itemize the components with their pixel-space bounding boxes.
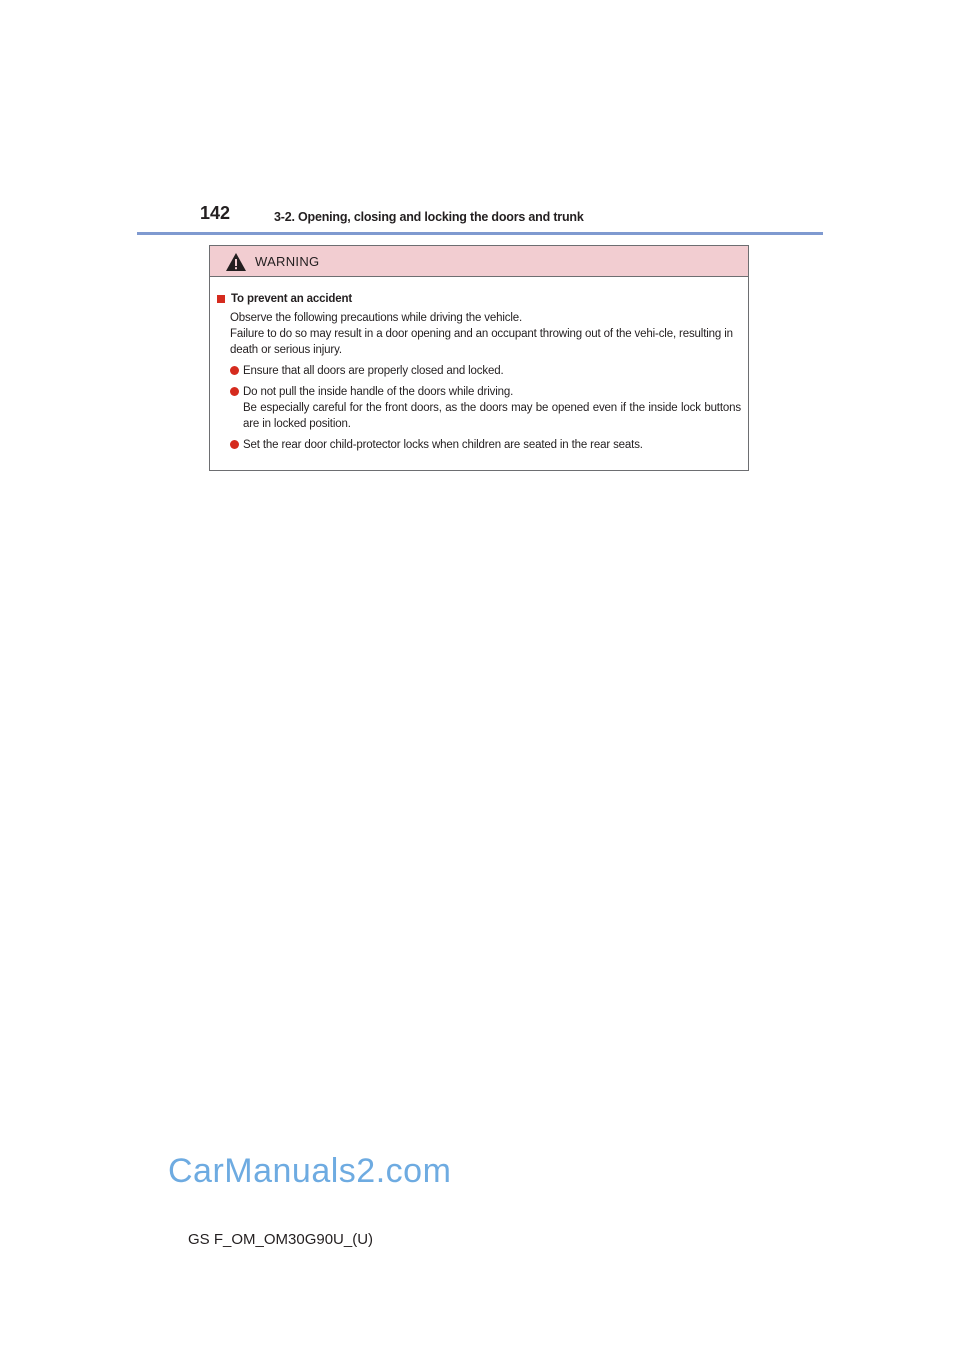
bullet-dot-icon xyxy=(230,366,239,375)
warning-box xyxy=(209,245,749,471)
warning-intro-line-1: Observe the following precautions while driving the vehicle. xyxy=(230,312,523,324)
warning-bullet-item xyxy=(230,363,741,379)
bullet-dot-icon xyxy=(230,387,239,396)
section-title: 3-2. Opening, closing and locking the doors and trunk xyxy=(274,210,584,224)
warning-intro-line-2: Failure to do so may result in a door opening and an occupant throwing out of the vehi-cle, resulting in death or serious injury. xyxy=(230,328,733,356)
page-number: 142 xyxy=(200,203,231,223)
bullet-text: Ensure that all doors are properly closed and locked. xyxy=(243,365,504,377)
footer-code: GS F_OM_OM30G90U_(U) xyxy=(188,1231,374,1248)
warning-body xyxy=(210,277,748,453)
bullet-dot-icon xyxy=(230,440,239,449)
bullet-text-continued: Be especially careful for the front doors, as the doors may be opened even if the inside lock buttons are in locked position. xyxy=(243,402,741,430)
warning-title: WARNING xyxy=(255,254,320,269)
header-rule xyxy=(137,232,823,235)
warning-subheading xyxy=(217,291,741,307)
warning-header xyxy=(210,246,748,277)
warning-triangle-icon xyxy=(225,252,247,272)
warning-bullet-item xyxy=(230,437,741,453)
square-bullet-icon xyxy=(217,295,225,303)
watermark: CarManuals2.com xyxy=(168,1152,452,1190)
bullet-text: Do not pull the inside handle of the doors while driving. xyxy=(243,386,514,398)
bullet-text: Set the rear door child-protector locks when children are seated in the rear seats. xyxy=(243,439,643,451)
warning-subheading-text: To prevent an accident xyxy=(231,293,353,305)
warning-intro xyxy=(230,310,741,358)
warning-bullet-item xyxy=(230,384,741,432)
